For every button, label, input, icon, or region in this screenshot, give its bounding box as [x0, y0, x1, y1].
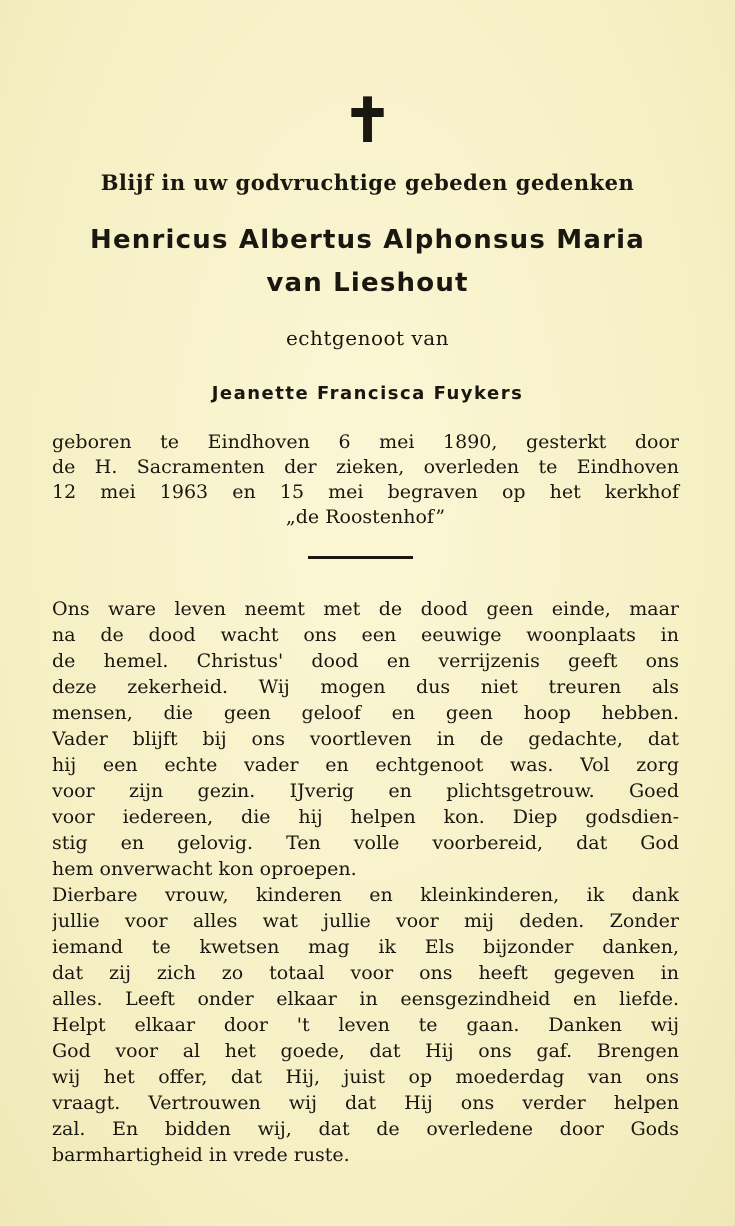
deceased-name-line2: van Lieshout [266, 268, 469, 298]
memorial-text [52, 596, 679, 1168]
spouse-name: Jeanette Francisca Fuykers [211, 383, 524, 404]
text-line: zal. En bidden wij, dat de overledene door Gods [52, 1118, 679, 1140]
text-line: God voor al het goede, dat Hij ons gaf. Brengen [52, 1040, 679, 1062]
intro-text: Blijf in uw godvruchtige gebeden gedenken [100, 170, 635, 195]
text-line: jullie voor alles wat jullie voor mij deden. Zonder [52, 910, 679, 932]
text-line: Helpt elkaar door 't leven te gaan. Danken wij [52, 1014, 679, 1036]
text-line: Ons ware leven neemt met de dood geen einde, maar [52, 598, 679, 620]
text-line: Dierbare vrouw, kinderen en kleinkinderen, ik dank [52, 884, 679, 906]
text-line: mensen, die geen geloof en geen hoop hebben. [52, 702, 679, 724]
text-line: na de dood wacht ons een eeuwige woonplaats in [52, 624, 679, 646]
text-line: voor iedereen, die hij helpen kon. Diep godsdien- [52, 806, 679, 828]
cross-icon: ✝ [342, 86, 393, 156]
text-line: deze zekerheid. Wij mogen dus niet treuren als [52, 676, 679, 698]
text-line: wij het offer, dat Hij, juist op moederdag van ons [52, 1066, 679, 1088]
bio-block [52, 430, 679, 530]
divider [308, 556, 413, 559]
text-line: stig en gelovig. Ten volle voorbereid, dat God [52, 832, 679, 854]
text-line: de hemel. Christus' dood en verrijzenis geeft ons [52, 650, 679, 672]
text-line: hem onverwacht kon oproepen. [52, 858, 357, 880]
text-line: hij een echte vader en echtgenoot was. Vol zorg [52, 754, 679, 776]
text-line: voor zijn gezin. IJverig en plichtsgetrouw. Goed [52, 780, 679, 802]
text-line: iemand te kwetsen mag ik Els bijzonder danken, [52, 936, 679, 958]
text-line: alles. Leeft onder elkaar in eensgezindheid en liefde. [52, 988, 679, 1010]
bio-line: 12 mei 1963 en 15 mei begraven op het kerkhof [52, 481, 679, 503]
bio-line: de H. Sacramenten der zieken, overleden te Eindhoven [52, 456, 679, 478]
text-line: vraagt. Vertrouwen wij dat Hij ons verder helpen [52, 1092, 679, 1114]
text-line: barmhartigheid in vrede ruste. [52, 1144, 350, 1166]
bio-line: „de Roostenhof” [285, 506, 446, 528]
deceased-name-line1: Henricus Albertus Alphonsus Maria [90, 225, 645, 255]
bio-line: geboren te Eindhoven 6 mei 1890, gesterkt door [52, 431, 679, 453]
text-line: Vader blijft bij ons voortleven in de gedachte, dat [52, 728, 679, 750]
spouse-label: echtgenoot van [285, 326, 450, 350]
text-line: dat zij zich zo totaal voor ons heeft gegeven in [52, 962, 679, 984]
